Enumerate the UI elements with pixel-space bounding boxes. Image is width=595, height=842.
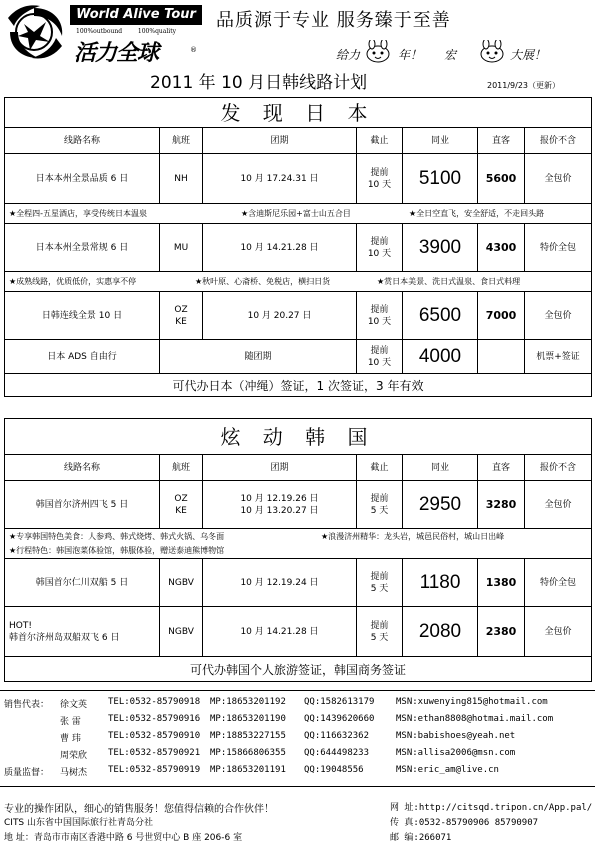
highlight-note: ★专享韩国特色美食：人参鸡、韩式烧烤、韩式火锅、乌冬面 — [9, 532, 225, 541]
direct-price: 2380 — [478, 607, 525, 657]
flight-code: NGBV — [160, 559, 203, 607]
tour-dates: 10 月 14.21.28 日 — [203, 224, 357, 272]
motto-part-2: 年！ — [398, 48, 423, 62]
divider — [0, 690, 595, 691]
table-row — [5, 481, 591, 529]
tour-dates: 随团期 — [160, 340, 357, 374]
contact-tel: TEL:0532-85790919 — [108, 765, 201, 775]
korea-visa-note: 可代办韩国个人旅游签证，韩国商务签证 — [189, 663, 406, 677]
motto-part-1: 给力 — [336, 48, 361, 62]
highlight-note: ★浪漫济州精华：龙头岩，城邑民俗村，城山日出峰 — [321, 532, 505, 541]
route-name: 日本本州全景常规 6 日 — [5, 224, 160, 272]
col-header-route: 线路名称 — [5, 455, 160, 481]
motto-part-3: 宏 — [444, 48, 457, 62]
highlight-note: ★成熟线路，优质低价，实惠享不停 — [9, 277, 137, 286]
contact-msn[interactable]: MSN:ethan8808@hotmai.mail.com — [396, 714, 554, 724]
col-header-direct: 直客 — [478, 455, 525, 481]
trade-price: 4000 — [403, 340, 478, 374]
col-header-dates: 团期 — [203, 128, 357, 154]
tour-dates: 10 月 17.24.31 日 — [203, 154, 357, 204]
flight-code: NH — [160, 154, 203, 204]
price-exclusions: 特价全包 — [525, 224, 591, 272]
slogan: 品质源于专业 服务臻于至善 — [216, 10, 451, 31]
trade-price: 3900 — [403, 224, 478, 272]
direct-price: 5600 — [478, 154, 525, 204]
contact-tel: TEL:0532-85790910 — [108, 731, 201, 741]
contact-row — [4, 714, 592, 730]
contact-qq: QQ:1582613179 — [304, 697, 375, 707]
tour-dates: 10 月 14.21.28 日 — [203, 607, 357, 657]
highlight-note: ★全程四-五星酒店，享受传统日本温泉 — [9, 209, 148, 218]
col-header-trade: 同业 — [403, 455, 478, 481]
flight-code: OZ KE — [160, 292, 203, 340]
direct-price: 7000 — [478, 292, 525, 340]
japan-section-title: 发 现 日 本 — [5, 98, 591, 128]
trade-price: 5100 — [403, 154, 478, 204]
swirl-logo-icon — [4, 2, 68, 60]
direct-price: 4300 — [478, 224, 525, 272]
route-name: 日本本州全景品质 6 日 — [5, 154, 160, 204]
contact-tel: TEL:0532-85790918 — [108, 697, 201, 707]
motto-part-4: 大展！ — [510, 48, 547, 62]
deadline: 提前 10 天 — [357, 340, 403, 374]
deadline: 提前 10 天 — [357, 154, 403, 204]
brand-tag-quality: 100%quality — [137, 28, 176, 35]
deadline: 提前 5 天 — [357, 559, 403, 607]
col-header-dates: 团期 — [203, 455, 357, 481]
deadline: 提前 5 天 — [357, 607, 403, 657]
footer-tagline: 专业的操作团队，细心的销售服务！您值得信赖的合作伙伴！ — [4, 804, 274, 815]
route-name: 日本 ADS 自由行 — [5, 340, 160, 374]
quality-label: 质量监督： — [4, 768, 50, 778]
route-highlights — [5, 272, 591, 292]
direct-price: 3280 — [478, 481, 525, 529]
contact-qq: QQ:116632362 — [304, 731, 370, 741]
table-row — [5, 154, 591, 204]
contact-msn[interactable]: MSN:eric_am@live.cn — [396, 765, 499, 775]
highlight-note: ★全日空直飞，安全舒适，不走回头路 — [409, 209, 545, 218]
contact-row — [4, 697, 592, 713]
trade-price: 2080 — [403, 607, 478, 657]
rabbit-face-icon — [478, 40, 506, 64]
price-exclusions: 全包价 — [525, 481, 591, 529]
col-header-excl: 报价不含 — [525, 128, 591, 154]
table-row — [5, 559, 591, 607]
highlight-note: ★行程特色：韩国泡菜体验馆，韩服体验，赠送泰迪熊博物馆 — [9, 546, 225, 555]
contact-name: 马树杰 — [60, 768, 88, 778]
contact-mobile: MP:15866806355 — [210, 748, 286, 758]
company-address: 地 址：青岛市市南区香港中路 6 号世贸中心 B 座 206-6 室 — [4, 833, 243, 842]
route-name: 韩国首尔济州四飞 5 日 — [5, 481, 160, 529]
route-highlights — [5, 204, 591, 224]
sales-label: 销售代表： — [4, 700, 50, 710]
price-exclusions: 机票+签证 — [525, 340, 591, 374]
col-header-deadline: 截止 — [357, 128, 403, 154]
contact-name: 曹 玮 — [60, 734, 81, 744]
col-header-trade: 同业 — [403, 128, 478, 154]
updated-date: 2011/9/23（更新） — [487, 81, 561, 90]
flight-code: NGBV — [160, 607, 203, 657]
table-row — [5, 607, 591, 657]
contact-qq: QQ:1439620660 — [304, 714, 375, 724]
japan-visa-note: 可代办日本（冲绳）签证，1 次签证，3 年有效 — [172, 379, 424, 393]
route-name: 日韩连线全景 10 日 — [5, 292, 160, 340]
route-highlights — [5, 529, 591, 559]
deadline: 提前 10 天 — [357, 224, 403, 272]
col-header-deadline: 截止 — [357, 455, 403, 481]
page-title: 2011 年 10 月日韩线路计划 — [150, 73, 368, 93]
contact-msn[interactable]: MSN:babishoes@yeah.net — [396, 731, 516, 741]
contact-name: 徐文英 — [60, 700, 88, 710]
highlight-note: ★含迪斯尼乐园+富士山五合目 — [241, 209, 351, 218]
contact-msn[interactable]: MSN:xuwenying815@hotmail.com — [396, 697, 548, 707]
contact-mobile: MP:18653201192 — [210, 697, 286, 707]
company-name: CITS 山东省中国国际旅行社青岛分社 — [4, 818, 154, 828]
price-exclusions: 全包价 — [525, 292, 591, 340]
contact-qq: QQ:644498233 — [304, 748, 370, 758]
japan-table — [4, 97, 592, 397]
korea-table — [4, 418, 592, 682]
registered-mark: ® — [190, 46, 197, 54]
col-header-excl: 报价不含 — [525, 455, 591, 481]
contact-row — [4, 731, 592, 747]
route-name: HOT! 韩首尔济州岛双船双飞 6 日 — [5, 607, 160, 657]
contact-mobile: MP:18653201190 — [210, 714, 286, 724]
brand-tag-outbound: 100%outbound — [76, 28, 123, 35]
contact-mobile: MP:18853227155 — [210, 731, 286, 741]
contact-name: 张 雷 — [60, 717, 81, 727]
table-row — [5, 224, 591, 272]
brand-tagline — [76, 28, 202, 35]
contact-row — [4, 748, 592, 764]
contact-msn[interactable]: MSN:allisa2006@msn.com — [396, 748, 516, 758]
website-link[interactable]: 网 址:http://citsqd.tripon.cn/App.pal/ — [390, 803, 593, 813]
tour-dates: 10 月 12.19.24 日 — [203, 559, 357, 607]
trade-price: 1180 — [403, 559, 478, 607]
col-header-flight: 航班 — [160, 455, 203, 481]
contact-name: 周荣欣 — [60, 751, 88, 761]
contact-mobile: MP:18653201191 — [210, 765, 286, 775]
brand-name-cn: 活力全球 — [74, 41, 159, 66]
fax-number: 传 真:0532-85790906 85790907 — [390, 818, 539, 828]
price-exclusions: 特价全包 — [525, 559, 591, 607]
direct-price — [478, 340, 525, 374]
table-row — [5, 340, 591, 374]
motto — [336, 40, 592, 68]
flight-code: MU — [160, 224, 203, 272]
deadline: 提前 10 天 — [357, 292, 403, 340]
trade-price: 6500 — [403, 292, 478, 340]
tour-dates: 10 月 12.19.26 日 10 月 13.20.27 日 — [203, 481, 357, 529]
col-header-flight: 航班 — [160, 128, 203, 154]
direct-price: 1380 — [478, 559, 525, 607]
contact-tel: TEL:0532-85790921 — [108, 748, 201, 758]
price-exclusions: 全包价 — [525, 607, 591, 657]
col-header-route: 线路名称 — [5, 128, 160, 154]
table-row — [5, 292, 591, 340]
contact-row — [4, 765, 592, 781]
route-name: 韩国首尔仁川双船 5 日 — [5, 559, 160, 607]
postal-code: 邮 编:266071 — [390, 833, 452, 842]
deadline: 提前 5 天 — [357, 481, 403, 529]
brand-name-en: World Alive Tour — [70, 5, 202, 25]
rabbit-face-icon — [364, 40, 392, 64]
table-header-row — [5, 455, 591, 481]
flight-code: OZ KE — [160, 481, 203, 529]
highlight-note: ★秋叶原、心斋桥、免税店，横扫日货 — [195, 277, 331, 286]
divider — [0, 786, 595, 787]
price-exclusions: 全包价 — [525, 154, 591, 204]
contact-qq: QQ:19048556 — [304, 765, 364, 775]
company-logo — [4, 2, 200, 64]
table-header-row — [5, 128, 591, 154]
korea-section-title: 炫 动 韩 国 — [5, 419, 591, 455]
highlight-note: ★赏日本美景、洗日式温泉、食日式料理 — [377, 277, 521, 286]
tour-dates: 10 月 20.27 日 — [203, 292, 357, 340]
col-header-direct: 直客 — [478, 128, 525, 154]
trade-price: 2950 — [403, 481, 478, 529]
contact-tel: TEL:0532-85790916 — [108, 714, 201, 724]
